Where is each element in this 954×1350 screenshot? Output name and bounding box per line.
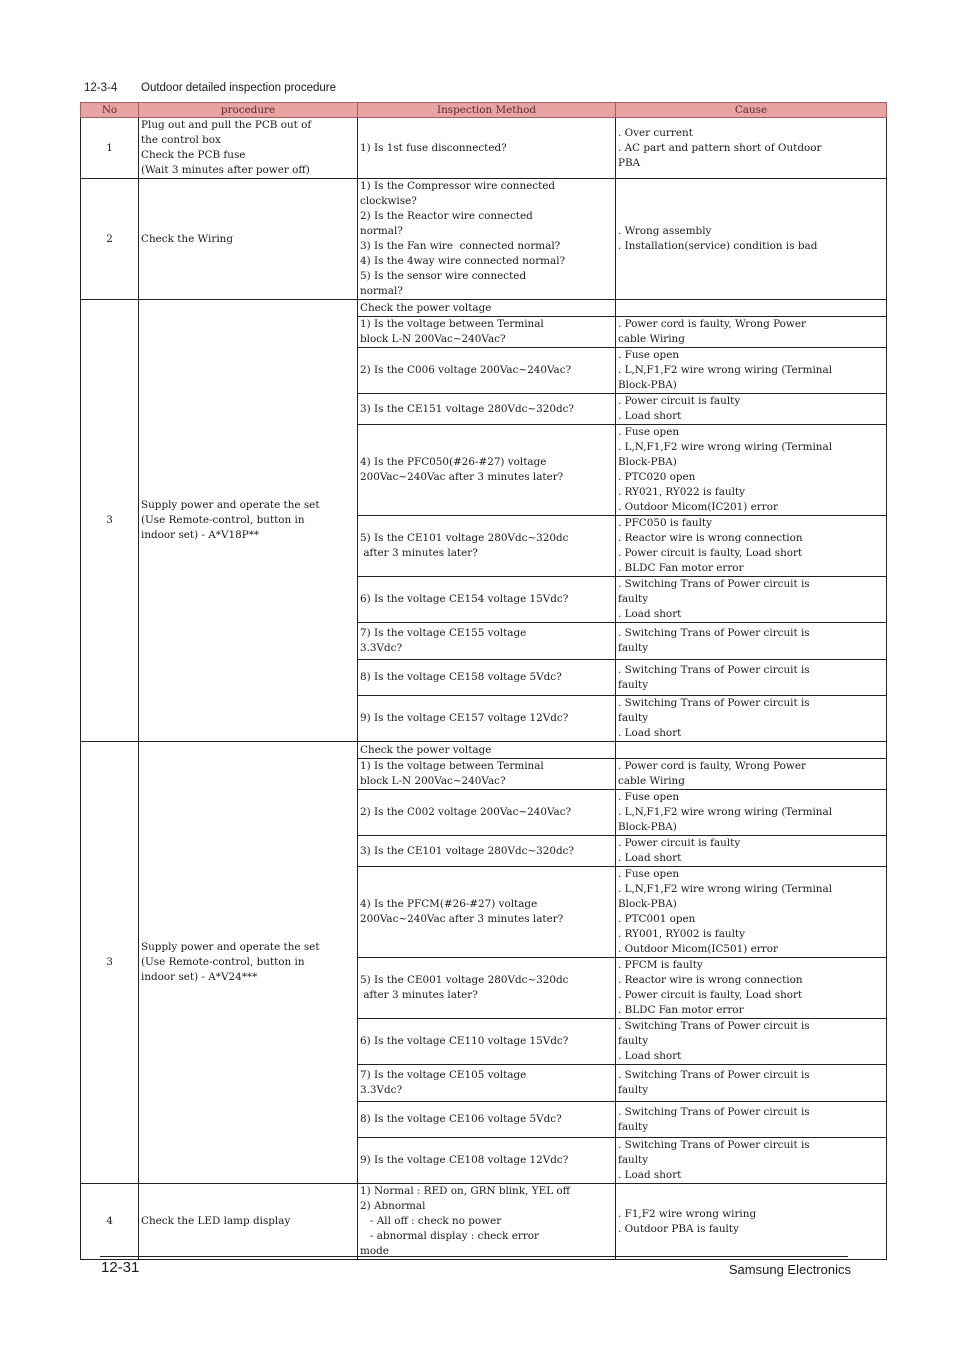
header-procedure: procedure <box>139 103 358 118</box>
row-number: 2 <box>81 179 139 300</box>
section-heading <box>84 82 336 94</box>
method-cell: 1) Is the voltage between Terminal block L-N 200Vac~240Vac? <box>358 317 616 348</box>
cause-cell: . Switching Trans of Power circuit is faulty . Load short <box>616 1138 887 1184</box>
cause-cell: . F1,F2 wire wrong wiring . Outdoor PBA is faulty <box>616 1184 887 1260</box>
row-number: 3 <box>81 300 139 742</box>
method-cell: 2) Is the C006 voltage 200Vac~240Vac? <box>358 348 616 394</box>
cause-cell: . Switching Trans of Power circuit is faulty . Load short <box>616 577 887 623</box>
method-cell: 3) Is the CE151 voltage 280Vdc~320dc? <box>358 394 616 425</box>
method-cell: 1) Is 1st fuse disconnected? <box>358 118 616 179</box>
method-cell: 1) Is the Compressor wire connected clockwise? 2) Is the Reactor wire connected normal? 3) Is the Fan wire connected normal? 4) Is the 4way wire connected normal? 5) Is the sensor wire connected normal? <box>358 179 616 300</box>
method-cell: 1) Is the voltage between Terminal block L-N 200Vac~240Vac? <box>358 759 616 790</box>
method-cell: 4) Is the PFCM(#26-#27) voltage 200Vac~240Vac after 3 minutes later? <box>358 867 616 958</box>
header-method: Inspection Method <box>358 103 616 118</box>
cause-cell: . PFCM is faulty . Reactor wire is wrong connection . Power circuit is faulty, Load short . BLDC Fan motor error <box>616 958 887 1019</box>
row-number: 4 <box>81 1184 139 1260</box>
procedure-cell: Supply power and operate the set (Use Remote-control, button in indoor set) - A*V24*** <box>139 742 358 1184</box>
cause-cell: . Switching Trans of Power circuit is faulty <box>616 623 887 660</box>
cause-cell: . Power circuit is faulty . Load short <box>616 394 887 425</box>
method-cell: 8) Is the voltage CE106 voltage 5Vdc? <box>358 1102 616 1138</box>
method-cell: 5) Is the CE001 voltage 280Vdc~320dc after 3 minutes later? <box>358 958 616 1019</box>
method-cell: 8) Is the voltage CE158 voltage 5Vdc? <box>358 660 616 696</box>
row-number: 1 <box>81 118 139 179</box>
method-cell: 7) Is the voltage CE155 voltage 3.3Vdc? <box>358 623 616 660</box>
cause-cell: . Wrong assembly . Installation(service) condition is bad <box>616 179 887 300</box>
cause-cell: . Fuse open . L,N,F1,F2 wire wrong wiring (Terminal Block-PBA) . PTC001 open . RY001, RY002 is faulty . Outdoor Micom(IC501) error <box>616 867 887 958</box>
procedure-cell: Check the Wiring <box>139 179 358 300</box>
cause-cell: . Fuse open . L,N,F1,F2 wire wrong wiring (Terminal Block-PBA) <box>616 348 887 394</box>
table-row <box>81 179 887 300</box>
method-cell: 6) Is the voltage CE154 voltage 15Vdc? <box>358 577 616 623</box>
header-no: No <box>81 103 139 118</box>
header-cause: Cause <box>616 103 887 118</box>
method-cell: 3) Is the CE101 voltage 280Vdc~320dc? <box>358 836 616 867</box>
procedure-cell: Check the LED lamp display <box>139 1184 358 1260</box>
cause-cell: . Fuse open . L,N,F1,F2 wire wrong wiring (Terminal Block-PBA) <box>616 790 887 836</box>
table-row <box>81 742 887 759</box>
cause-cell <box>616 300 887 317</box>
method-cell: 2) Is the C002 voltage 200Vac~240Vac? <box>358 790 616 836</box>
cause-cell: . Power cord is faulty, Wrong Power cable Wiring <box>616 759 887 790</box>
cause-cell: . Fuse open . L,N,F1,F2 wire wrong wiring (Terminal Block-PBA) . PTC020 open . RY021, RY022 is faulty . Outdoor Micom(IC201) error <box>616 425 887 516</box>
cause-cell: . Switching Trans of Power circuit is faulty <box>616 660 887 696</box>
procedure-cell: Supply power and operate the set (Use Remote-control, button in indoor set) - A*V18P** <box>139 300 358 742</box>
method-cell: 1) Normal : RED on, GRN blink, YEL off 2) Abnormal - All off : check no power - abnormal display : check error mode <box>358 1184 616 1260</box>
cause-cell: . PFC050 is faulty . Reactor wire is wrong connection . Power circuit is faulty, Load short . BLDC Fan motor error <box>616 516 887 577</box>
cause-cell: . Power circuit is faulty . Load short <box>616 836 887 867</box>
cause-cell: . Power cord is faulty, Wrong Power cable Wiring <box>616 317 887 348</box>
cause-cell: . Switching Trans of Power circuit is faulty . Load short <box>616 696 887 742</box>
row-number: 3 <box>81 742 139 1184</box>
section-number: 12-3-4 <box>84 82 118 94</box>
method-cell: 7) Is the voltage CE105 voltage 3.3Vdc? <box>358 1065 616 1102</box>
inspection-table <box>80 102 887 1260</box>
method-cell: 9) Is the voltage CE157 voltage 12Vdc? <box>358 696 616 742</box>
table-row <box>81 118 887 179</box>
procedure-cell: Plug out and pull the PCB out of the control box Check the PCB fuse (Wait 3 minutes after power off) <box>139 118 358 179</box>
cause-cell: . Switching Trans of Power circuit is faulty <box>616 1102 887 1138</box>
table-header-row <box>81 103 887 118</box>
cause-cell: . Switching Trans of Power circuit is faulty <box>616 1065 887 1102</box>
method-cell: Check the power voltage <box>358 300 616 317</box>
footer-divider <box>100 1256 848 1257</box>
method-cell: 4) Is the PFC050(#26-#27) voltage 200Vac~240Vac after 3 minutes later? <box>358 425 616 516</box>
table-row <box>81 1184 887 1260</box>
section-title: Outdoor detailed inspection procedure <box>141 82 336 94</box>
table-row <box>81 300 887 317</box>
method-cell: 6) Is the voltage CE110 voltage 15Vdc? <box>358 1019 616 1065</box>
cause-cell: . Switching Trans of Power circuit is faulty . Load short <box>616 1019 887 1065</box>
cause-cell <box>616 742 887 759</box>
brand-name: Samsung Electronics <box>728 1262 851 1277</box>
method-cell: Check the power voltage <box>358 742 616 759</box>
cause-cell: . Over current . AC part and pattern short of Outdoor PBA <box>616 118 887 179</box>
method-cell: 5) Is the CE101 voltage 280Vdc~320dc after 3 minutes later? <box>358 516 616 577</box>
page-number: 12-31 <box>101 1259 140 1276</box>
method-cell: 9) Is the voltage CE108 voltage 12Vdc? <box>358 1138 616 1184</box>
